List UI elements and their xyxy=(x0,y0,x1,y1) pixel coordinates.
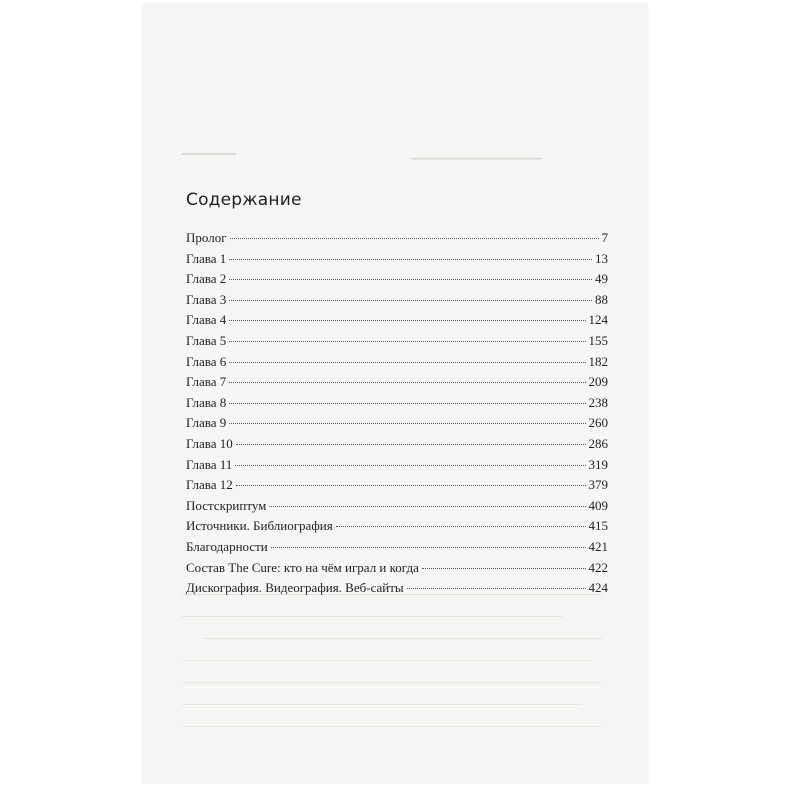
toc-entry-label: Глава 10 xyxy=(186,435,233,451)
toc-entry[interactable] xyxy=(186,518,608,539)
dot-leader xyxy=(229,300,592,301)
toc-entry[interactable] xyxy=(186,271,608,292)
dot-leader xyxy=(235,465,585,466)
dot-leader xyxy=(236,485,586,486)
toc-entry-page-number: 319 xyxy=(588,456,608,472)
toc-entry-page-number: 286 xyxy=(588,435,608,451)
toc-entry-label: Состав The Cure: кто на чём играл и когда xyxy=(186,559,419,575)
toc-entry-label: Глава 12 xyxy=(186,477,233,493)
toc-entry[interactable] xyxy=(186,580,608,601)
toc-entry-label: Глава 3 xyxy=(186,291,227,307)
toc-entry-label: Пролог xyxy=(186,230,227,245)
toc-entry[interactable] xyxy=(186,539,608,560)
toc-entry-page-number: 7 xyxy=(601,230,608,245)
toc-entry-page-number: 124 xyxy=(588,312,608,328)
toc-entry-label: Постскриптум xyxy=(186,497,267,513)
toc-entry-page-number: 415 xyxy=(588,518,608,534)
dot-leader xyxy=(336,526,586,527)
toc-entry[interactable] xyxy=(186,395,608,416)
toc-entry-page-number: 238 xyxy=(588,394,608,410)
toc-entry-page-number: 88 xyxy=(595,291,608,307)
toc-entry-label: Глава 6 xyxy=(186,353,227,369)
toc-entry[interactable] xyxy=(186,230,608,251)
toc-entry-label: Глава 1 xyxy=(186,250,227,266)
toc-entry-label: Благодарности xyxy=(186,538,268,554)
toc-entry-page-number: 209 xyxy=(588,374,608,390)
dot-leader xyxy=(229,279,592,280)
toc-entry-label: Глава 5 xyxy=(186,332,227,348)
toc-entry[interactable] xyxy=(186,374,608,395)
toc-entry-page-number: 13 xyxy=(595,250,608,266)
show-through-texture: ▔▔▔▔▔ ▔▔▔▔▔▔▔▔▔▔▔▔▔▔ xyxy=(182,154,602,754)
toc-entry-label: Глава 2 xyxy=(186,271,227,287)
toc-entry-label: Глава 7 xyxy=(186,374,227,390)
toc-entry-label: Глава 8 xyxy=(186,394,227,410)
toc-entry-page-number: 379 xyxy=(588,477,608,493)
dot-leader xyxy=(269,506,585,507)
toc-entry-page-number: 182 xyxy=(588,353,608,369)
toc-entry[interactable] xyxy=(186,333,608,354)
toc-entry[interactable] xyxy=(186,477,608,498)
toc-entry-label: Глава 9 xyxy=(186,415,227,431)
toc-list xyxy=(186,230,608,601)
toc-entry-page-number: 155 xyxy=(588,332,608,348)
toc-title: Содержание xyxy=(186,190,302,210)
toc-entry-page-number: 49 xyxy=(595,271,608,287)
toc-entry-page-number: 421 xyxy=(588,538,608,554)
book-page xyxy=(142,4,648,783)
dot-leader xyxy=(236,444,586,445)
toc-entry[interactable] xyxy=(186,457,608,478)
toc-entry-label: Глава 4 xyxy=(186,312,227,328)
toc-entry-label: Глава 11 xyxy=(186,456,233,472)
dot-leader xyxy=(229,423,585,424)
toc-entry[interactable] xyxy=(186,498,608,519)
dot-leader xyxy=(229,320,585,321)
toc-entry[interactable] xyxy=(186,436,608,457)
dot-leader xyxy=(229,403,585,404)
toc-entry-page-number: 260 xyxy=(588,415,608,431)
toc-entry[interactable] xyxy=(186,251,608,272)
dot-leader xyxy=(407,588,586,589)
toc-entry-label: Источники. Библиография xyxy=(186,518,333,534)
toc-entry[interactable] xyxy=(186,560,608,581)
dot-leader xyxy=(229,259,592,260)
toc-entry[interactable] xyxy=(186,415,608,436)
toc-entry[interactable] xyxy=(186,292,608,313)
dot-leader xyxy=(422,568,586,569)
toc-entry-page-number: 424 xyxy=(588,580,608,596)
toc-entry-label: Дискография. Видеография. Веб-сайты xyxy=(186,580,404,596)
dot-leader xyxy=(271,547,586,548)
toc-entry-page-number: 409 xyxy=(588,497,608,513)
dot-leader xyxy=(229,382,585,383)
toc-entry-page-number: 422 xyxy=(588,559,608,575)
toc-entry[interactable] xyxy=(186,354,608,375)
dot-leader xyxy=(229,362,585,363)
dot-leader xyxy=(230,238,599,239)
dot-leader xyxy=(229,341,585,342)
toc-entry[interactable] xyxy=(186,312,608,333)
